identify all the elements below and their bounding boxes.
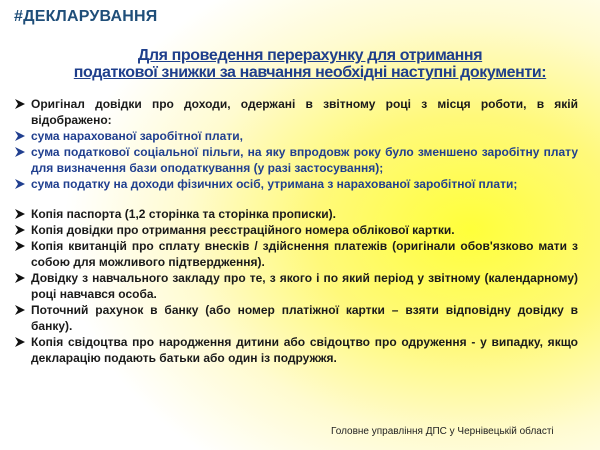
arrow-bullet-icon [14,304,26,316]
document-heading [20,47,600,81]
hashtag-title: #ДЕКЛАРУВАННЯ [14,8,158,25]
arrow-bullet-icon [14,146,26,158]
list-item [14,238,578,270]
list-item-text: Копія свідоцтва про народження дитини або свідоцтво про одруження - у випадку, якщо декларацію подають батьки або один із подружжя. [31,335,578,365]
document-list [14,96,578,366]
list-item [14,222,578,238]
list-item [14,302,578,334]
list-item-text: сума податкової соціальної пільги, на яку впродовж року було зменшено заробітну плату для визначення бази оподаткування (у разі застосування); [31,145,578,175]
list-item-text: сума податку на доходи фізичних осіб, утримана з нарахованої заробітної плати; [31,177,518,191]
arrow-bullet-icon [14,240,26,252]
list-item [14,144,578,176]
list-spacer [14,192,578,206]
list-item-text: Копія довідки про отримання реєстраційного номера облікової картки. [31,223,455,237]
arrow-bullet-icon [14,98,26,110]
arrow-bullet-icon [14,224,26,236]
list-item [14,270,578,302]
list-item-text: Поточний рахунок в банку (або номер платіжної картки – взяти відповідну довідку в банку). [31,303,578,333]
list-item-text: сума нарахованої заробітної плати, [31,129,243,143]
list-item [14,128,578,144]
arrow-bullet-icon [14,272,26,284]
list-item-text: Копія квитанцій про сплату внесків / здійснення платежів (оригінали обов'язково мати з собою для можливого підтвердження). [31,239,578,269]
list-item [14,96,578,128]
arrow-bullet-icon [14,130,26,142]
list-item [14,334,578,366]
arrow-bullet-icon [14,336,26,348]
heading-line-2: податкової знижки за навчання необхідні наступні документи: [73,64,547,81]
list-item-text: Оригінал довідки про доходи, одержані в звітному році з місця роботи, в якій відображено: [31,97,578,127]
list-item-text: Довідку з навчального закладу про те, з якого і по який період у звітному (календарному) році навчався особа. [31,271,578,301]
arrow-bullet-icon [14,178,26,190]
list-item [14,176,578,192]
arrow-bullet-icon [14,208,26,220]
list-item-text: Копія паспорта (1,2 сторінка та сторінка прописки). [31,207,336,221]
footer-source: Головне управління ДПС у Чернівецькій області [331,426,554,437]
list-item [14,206,578,222]
heading-line-1: Для проведення перерахунку для отримання [137,47,483,64]
